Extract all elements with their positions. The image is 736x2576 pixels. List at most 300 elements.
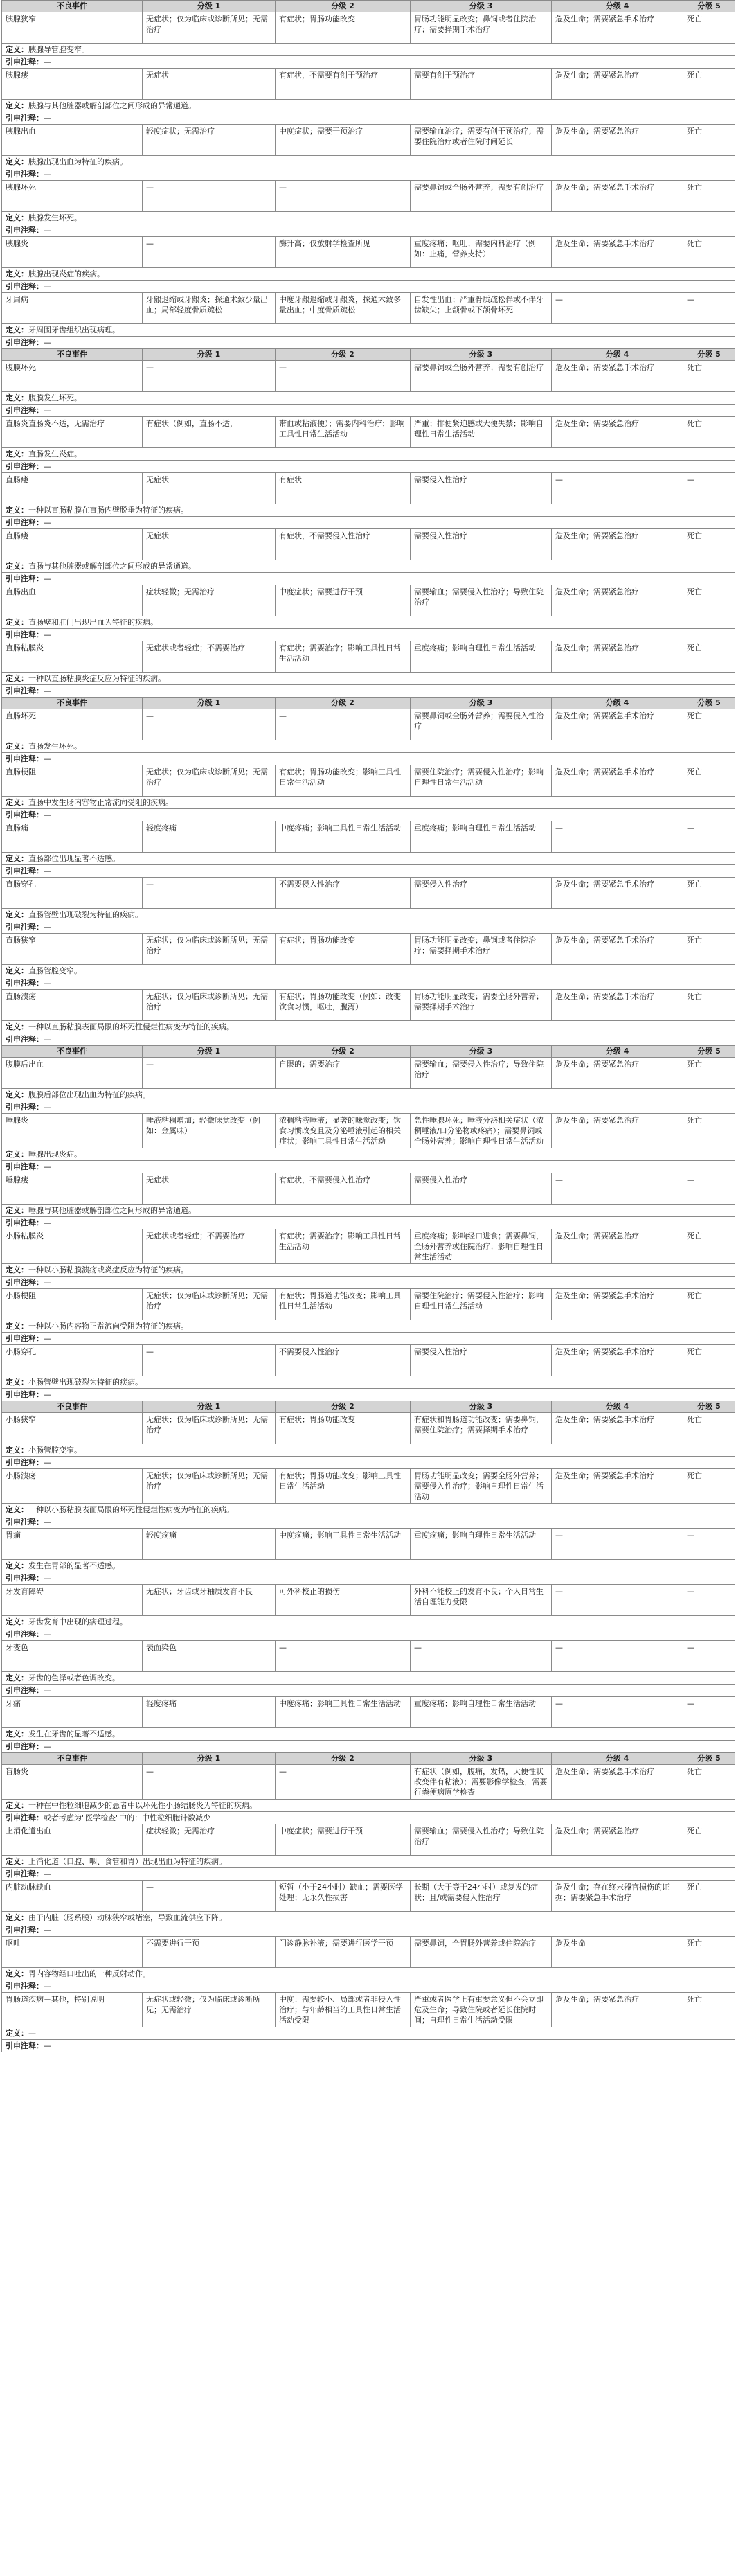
navigational-note-text: — xyxy=(44,1162,51,1171)
definition-cell xyxy=(2,448,735,461)
table-header-row xyxy=(2,1,735,12)
definition-row xyxy=(2,100,735,112)
definition-label: 定义： xyxy=(6,1505,28,1514)
grade-3-cell: 需要住院治疗；需要侵入性治疗；影响自理性日常生活活动 xyxy=(411,1289,552,1320)
navigational-note-row xyxy=(2,753,735,765)
grade-2-cell: — xyxy=(276,709,411,740)
definition-cell xyxy=(2,965,735,977)
grade-2-cell: 不需要侵入性治疗 xyxy=(276,1345,411,1376)
table-row xyxy=(2,1345,735,1376)
grade-3-cell: 有症状和胃肠道功能改变；需要鼻饲，需要住院治疗；需要择期手术治疗 xyxy=(411,1413,552,1444)
grade-5-cell: 死亡 xyxy=(683,1229,735,1264)
grade-4-cell: 危及生命；需要紧急治疗 xyxy=(552,125,683,156)
grade-2-cell: 带血或粘液便）；需要内科治疗；影响工具性日常生活活动 xyxy=(276,417,411,448)
grade-5-cell: 死亡 xyxy=(683,934,735,965)
table-header-row xyxy=(2,1401,735,1413)
table-row xyxy=(2,1641,735,1672)
grade-3-cell: 有症状（例如，腹痛，发热，大便性状改变伴有粘液）；需要影像学检查，需要行粪便病原学检查 xyxy=(411,1765,552,1800)
definition-text: 腹膜发生坏死。 xyxy=(28,393,82,402)
definition-label: 定义： xyxy=(6,798,28,807)
grade-2-cell: 不需要侵入性治疗 xyxy=(276,878,411,909)
definition-row xyxy=(2,2027,735,2040)
grade-5-cell: — xyxy=(683,1529,735,1560)
event-name-cell: 腹膜坏死 xyxy=(2,361,143,392)
navigational-note-label: 引申注释： xyxy=(6,923,44,932)
navigational-note-cell xyxy=(2,337,735,349)
event-name-cell: 唾腺炎 xyxy=(2,1114,143,1148)
grade-1-cell: — xyxy=(143,1058,276,1089)
navigational-note-cell xyxy=(2,1457,735,1469)
navigational-note-row xyxy=(2,112,735,125)
grade-4-cell: 危及生命；需要紧急治疗 xyxy=(552,1229,683,1264)
navigational-note-label: 引申注释： xyxy=(6,686,44,695)
definition-cell xyxy=(2,1376,735,1389)
navigational-note-text: — xyxy=(44,462,51,471)
event-name-cell: 腹膜后出血 xyxy=(2,1058,143,1089)
definition-row xyxy=(2,1856,735,1868)
navigational-note-label: 引申注释： xyxy=(6,2041,44,2050)
grade-4-cell: 危及生命；需要紧急手术治疗 xyxy=(552,12,683,44)
definition-label: 定义： xyxy=(6,854,28,863)
definition-label: 定义： xyxy=(6,1206,28,1215)
definition-row xyxy=(2,324,735,337)
definition-row xyxy=(2,1205,735,1217)
grade-5-cell: 死亡 xyxy=(683,1413,735,1444)
table-header-row xyxy=(2,1753,735,1765)
definition-row xyxy=(2,268,735,281)
grade-5-cell: 死亡 xyxy=(683,181,735,212)
definition-text: 牙齿发育中出现的病理过程。 xyxy=(28,1617,127,1626)
navigational-note-text: — xyxy=(44,2041,51,2050)
definition-text: 胰腺导管腔变窄。 xyxy=(28,45,89,54)
definition-row xyxy=(2,1912,735,1924)
navigational-note-cell xyxy=(2,1572,735,1585)
event-name-cell: 直肠坏死 xyxy=(2,709,143,740)
definition-row xyxy=(2,1672,735,1685)
grade-2-cell: 有症状；需要治疗；影响工具性日常生活活动 xyxy=(276,641,411,673)
grade-1-cell: — xyxy=(143,361,276,392)
navigational-note-cell xyxy=(2,865,735,878)
navigational-note-row xyxy=(2,56,735,69)
definition-label: 定义： xyxy=(6,269,28,278)
definition-row xyxy=(2,1444,735,1457)
navigational-note-row xyxy=(2,517,735,529)
navigational-note-row xyxy=(2,1161,735,1173)
table-header-row xyxy=(2,698,735,709)
grade-2-cell: 有症状；胃肠功能改变；影响工具性日常生活活动 xyxy=(276,765,411,797)
grade-1-cell: 轻度疼痛 xyxy=(143,1529,276,1560)
definition-row xyxy=(2,1616,735,1628)
event-name-cell: 胰腺炎 xyxy=(2,237,143,268)
definition-cell xyxy=(2,797,735,809)
navigational-note-text: — xyxy=(44,338,51,347)
definition-text: 直肠管腔变窄。 xyxy=(28,966,82,975)
navigational-note-label: 引申注释： xyxy=(6,1982,44,1991)
definition-row xyxy=(2,673,735,685)
table-row xyxy=(2,1114,735,1148)
definition-row xyxy=(2,740,735,753)
table-row xyxy=(2,293,735,324)
definition-row xyxy=(2,909,735,921)
navigational-note-row xyxy=(2,2040,735,2052)
table-row xyxy=(2,69,735,100)
definition-row xyxy=(2,1089,735,1101)
grade-4-cell: 危及生命；需要紧急手术治疗 xyxy=(552,1289,683,1320)
grade-3-cell: 需要侵入性治疗 xyxy=(411,1345,552,1376)
definition-row xyxy=(2,1376,735,1389)
event-name-cell: 直肠炎直肠炎不适，无需治疗 xyxy=(2,417,143,448)
grade-3-cell: 需要输血治疗；需要有创干预治疗；需要住院治疗或者住院时间延长 xyxy=(411,125,552,156)
grade-4-cell: — xyxy=(552,1529,683,1560)
header-grade-1: 分级 1 xyxy=(143,1046,276,1058)
table-row xyxy=(2,1469,735,1504)
definition-row xyxy=(2,212,735,224)
navigational-note-text: — xyxy=(44,226,51,235)
table-row xyxy=(2,1289,735,1320)
event-name-cell: 小肠梗阻 xyxy=(2,1289,143,1320)
grade-3-cell: 需要侵入性治疗 xyxy=(411,529,552,560)
definition-text: 直肠管壁出现破裂为特征的疾病。 xyxy=(28,910,143,919)
header-event: 不良事件 xyxy=(2,349,143,361)
table-row xyxy=(2,12,735,44)
navigational-note-row xyxy=(2,405,735,417)
definition-row xyxy=(2,853,735,865)
definition-text: 直肠发生坏死。 xyxy=(28,742,82,751)
navigational-note-cell xyxy=(2,1033,735,1046)
table-row xyxy=(2,1229,735,1264)
grade-2-cell: 浓稠粘液唾液；显著的味觉改变；饮食习惯改变且及分泌唾液引起的相关症状；影响工具性日常生活活动 xyxy=(276,1114,411,1148)
header-grade-5: 分级 5 xyxy=(683,1753,735,1765)
grade-1-cell: 无症状；牙齿或牙釉质发育不良 xyxy=(143,1585,276,1616)
grade-3-cell: 急性唾腺坏死；唾液分泌相关症状（浓稠唾液/口分泌物或疼痛）；需要鼻饲或全肠外营养；影响自理性日常生活活动 xyxy=(411,1114,552,1148)
navigational-note-label: 引申注释： xyxy=(6,1218,44,1227)
grade-1-cell: 无症状；仅为临床或诊断所见；无需治疗 xyxy=(143,1469,276,1504)
navigational-note-label: 引申注释： xyxy=(6,1574,44,1583)
grade-4-cell: 危及生命；存在终末器官损伤的证据；需要紧急手术治疗 xyxy=(552,1881,683,1912)
definition-text: 上消化道（口腔、咽、食管和胃）出现出血为特征的疾病。 xyxy=(28,1857,226,1866)
grade-1-cell: 轻度疼痛 xyxy=(143,1697,276,1728)
grade-2-cell: 有症状 xyxy=(276,473,411,504)
grade-3-cell: 需要侵入性治疗 xyxy=(411,1173,552,1205)
definition-row xyxy=(2,797,735,809)
grade-4-cell: 危及生命；需要紧急手术治疗 xyxy=(552,181,683,212)
header-grade-4: 分级 4 xyxy=(552,349,683,361)
grade-1-cell: 无症状；仅为临床或诊断所见；无需治疗 xyxy=(143,765,276,797)
table-row xyxy=(2,990,735,1021)
table-header-row xyxy=(2,349,735,361)
definition-cell xyxy=(2,1800,735,1812)
navigational-note-label: 引申注释： xyxy=(6,979,44,988)
definition-label: 定义： xyxy=(6,1561,28,1570)
header-grade-2: 分级 2 xyxy=(276,1046,411,1058)
definition-cell xyxy=(2,1264,735,1277)
navigational-note-cell xyxy=(2,1161,735,1173)
definition-label: 定义： xyxy=(6,1090,28,1099)
navigational-note-text: — xyxy=(44,574,51,583)
grade-2-cell: 酶升高；仅放射学检查所见 xyxy=(276,237,411,268)
navigational-note-cell xyxy=(2,1741,735,1753)
navigational-note-row xyxy=(2,1741,735,1753)
grade-5-cell: 死亡 xyxy=(683,1469,735,1504)
navigational-note-text: — xyxy=(44,867,51,876)
grade-2-cell: 中度症状；需要进行干预 xyxy=(276,1824,411,1856)
grade-3-cell: 需要有创干预治疗 xyxy=(411,69,552,100)
grade-1-cell: 无症状；仅为临床或诊断所见；无需治疗 xyxy=(143,12,276,44)
header-grade-1: 分级 1 xyxy=(143,698,276,709)
grade-5-cell: 死亡 xyxy=(683,585,735,616)
definition-cell xyxy=(2,909,735,921)
navigational-note-label: 引申注释： xyxy=(6,1926,44,1935)
navigational-note-row xyxy=(2,921,735,934)
definition-cell xyxy=(2,1728,735,1741)
definition-text: 小肠管腔变窄。 xyxy=(28,1446,82,1455)
navigational-note-cell xyxy=(2,1980,735,1993)
grade-2-cell: 可外科校正的损伤 xyxy=(276,1585,411,1616)
grade-5-cell: — xyxy=(683,293,735,324)
event-name-cell: 直肠溃疡 xyxy=(2,990,143,1021)
grade-1-cell: 无症状；仅为临床或诊断所见；无需治疗 xyxy=(143,1289,276,1320)
navigational-note-label: 引申注释： xyxy=(6,57,44,66)
grade-3-cell: 重度疼痛；影响自理性日常生活活动 xyxy=(411,821,552,853)
table-row xyxy=(2,934,735,965)
table-row xyxy=(2,473,735,504)
definition-label: 定义： xyxy=(6,910,28,919)
grade-2-cell: 中度疼痛；影响工具性日常生活活动 xyxy=(276,1697,411,1728)
table-row xyxy=(2,641,735,673)
navigational-note-text: 或者考虑为"医学检查"中的：中性粒细胞计数减少 xyxy=(44,1813,211,1822)
header-event: 不良事件 xyxy=(2,1,143,12)
navigational-note-label: 引申注释： xyxy=(6,1458,44,1467)
definition-row xyxy=(2,1968,735,1980)
grade-1-cell: — xyxy=(143,1345,276,1376)
event-name-cell: 直肠出血 xyxy=(2,585,143,616)
table-row xyxy=(2,529,735,560)
grade-1-cell: 有症状（例如，直肠不适， xyxy=(143,417,276,448)
definition-text: 一种以小肠粘膜溃疡或炎症反应为特征的疾病。 xyxy=(28,1265,188,1274)
header-grade-1: 分级 1 xyxy=(143,1,276,12)
definition-label: 定义： xyxy=(6,1913,28,1922)
navigational-note-cell xyxy=(2,56,735,69)
header-grade-2: 分级 2 xyxy=(276,1,411,12)
navigational-note-label: 引申注释： xyxy=(6,630,44,639)
grade-4-cell: 危及生命；需要紧急治疗 xyxy=(552,1114,683,1148)
navigational-note-row xyxy=(2,1389,735,1401)
navigational-note-row xyxy=(2,1980,735,1993)
definition-cell xyxy=(2,1148,735,1161)
navigational-note-text: — xyxy=(44,1035,51,1044)
grade-4-cell: 危及生命；需要紧急手术治疗 xyxy=(552,709,683,740)
table-row xyxy=(2,237,735,268)
navigational-note-label: 引申注释： xyxy=(6,1390,44,1399)
header-grade-4: 分级 4 xyxy=(552,1,683,12)
navigational-note-label: 引申注释： xyxy=(6,1630,44,1639)
navigational-note-text: — xyxy=(44,1334,51,1343)
header-grade-1: 分级 1 xyxy=(143,1401,276,1413)
navigational-note-cell xyxy=(2,977,735,990)
grade-1-cell: 无症状 xyxy=(143,69,276,100)
navigational-note-row xyxy=(2,1516,735,1529)
grade-2-cell: 中度疼痛；影响工具性日常生活活动 xyxy=(276,1529,411,1560)
table-row xyxy=(2,878,735,909)
grade-5-cell: — xyxy=(683,821,735,853)
grade-5-cell: — xyxy=(683,1697,735,1728)
definition-label: 定义： xyxy=(6,1673,28,1682)
grade-4-cell: 危及生命；需要紧急治疗 xyxy=(552,529,683,560)
navigational-note-cell xyxy=(2,112,735,125)
grade-1-cell: 无症状；仅为临床或诊断所见；无需治疗 xyxy=(143,1413,276,1444)
grade-5-cell: 死亡 xyxy=(683,529,735,560)
grade-3-cell: 需要侵入性治疗 xyxy=(411,878,552,909)
navigational-note-cell xyxy=(2,461,735,473)
navigational-note-row xyxy=(2,1277,735,1289)
navigational-note-text: — xyxy=(44,1630,51,1639)
navigational-note-row xyxy=(2,1333,735,1345)
navigational-note-text: — xyxy=(44,686,51,695)
definition-cell xyxy=(2,324,735,337)
grade-5-cell: — xyxy=(683,473,735,504)
navigational-note-cell xyxy=(2,753,735,765)
grade-1-cell: — xyxy=(143,709,276,740)
navigational-note-cell xyxy=(2,1868,735,1881)
grade-1-cell: — xyxy=(143,237,276,268)
definition-label: 定义： xyxy=(6,213,28,222)
navigational-note-row xyxy=(2,685,735,698)
navigational-note-text: — xyxy=(44,1278,51,1287)
grade-2-cell: 有症状；胃肠功能改变 xyxy=(276,934,411,965)
event-name-cell: 直肠狭窄 xyxy=(2,934,143,965)
grade-3-cell: 需要输血；需要侵入性治疗；导致住院治疗 xyxy=(411,585,552,616)
grade-3-cell: 需要输血；需要侵入性治疗；导致住院治疗 xyxy=(411,1824,552,1856)
definition-row xyxy=(2,448,735,461)
definition-label: 定义： xyxy=(6,45,28,54)
grade-5-cell: 死亡 xyxy=(683,125,735,156)
grade-2-cell: 中度：需要较小、局部或者非侵入性治疗；与年龄相当的工具性日常生活活动受限 xyxy=(276,1993,411,2027)
definition-label: 定义： xyxy=(6,450,28,459)
header-grade-3: 分级 3 xyxy=(411,1753,552,1765)
event-name-cell: 胰腺坏死 xyxy=(2,181,143,212)
definition-text: 唾腺与其他脏器或解剖部位之间形成的异常通道。 xyxy=(28,1206,196,1215)
navigational-note-row xyxy=(2,281,735,293)
event-name-cell: 直肠穿孔 xyxy=(2,878,143,909)
event-name-cell: 盲肠炎 xyxy=(2,1765,143,1800)
grade-2-cell: — xyxy=(276,181,411,212)
header-grade-3: 分级 3 xyxy=(411,1046,552,1058)
grade-2-cell: 有症状，不需要侵入性治疗 xyxy=(276,529,411,560)
definition-cell xyxy=(2,44,735,56)
grade-3-cell: 重度疼痛；影响自理性日常生活活动 xyxy=(411,641,552,673)
event-name-cell: 直肠瘘 xyxy=(2,473,143,504)
definition-text: 直肠与其他脏器或解剖部位之间形成的异常通道。 xyxy=(28,562,196,571)
header-grade-5: 分级 5 xyxy=(683,1046,735,1058)
definition-label: 定义： xyxy=(6,618,28,627)
definition-cell xyxy=(2,673,735,685)
event-name-cell: 胃肠道疾病－其他，特别说明 xyxy=(2,1993,143,2027)
grade-3-cell: 需要鼻饲，全胃肠外营养或住院治疗 xyxy=(411,1937,552,1968)
table-row xyxy=(2,1937,735,1968)
navigational-note-row xyxy=(2,337,735,349)
grade-5-cell: 死亡 xyxy=(683,1993,735,2027)
navigational-note-row xyxy=(2,1033,735,1046)
definition-cell xyxy=(2,560,735,573)
event-name-cell: 牙周病 xyxy=(2,293,143,324)
navigational-note-text: — xyxy=(44,1574,51,1583)
definition-label: 定义： xyxy=(6,506,28,515)
grade-4-cell: — xyxy=(552,821,683,853)
definition-cell xyxy=(2,616,735,629)
event-name-cell: 小肠粘膜炎 xyxy=(2,1229,143,1264)
definition-cell xyxy=(2,212,735,224)
navigational-note-label: 引申注释： xyxy=(6,1278,44,1287)
navigational-note-row xyxy=(2,977,735,990)
grade-1-cell: 无症状 xyxy=(143,473,276,504)
grade-5-cell: 死亡 xyxy=(683,12,735,44)
navigational-note-label: 引申注释： xyxy=(6,1686,44,1695)
event-name-cell: 胰腺瘘 xyxy=(2,69,143,100)
navigational-note-label: 引申注释： xyxy=(6,114,44,123)
definition-row xyxy=(2,616,735,629)
grade-3-cell: 自发性出血；严重骨质疏松伴或不伴牙齿缺失；上颌骨或下颌骨坏死 xyxy=(411,293,552,324)
navigational-note-row xyxy=(2,573,735,585)
definition-text: 腹膜后部位出现出血为特征的疾病。 xyxy=(28,1090,150,1099)
grade-4-cell: 危及生命；需要紧急手术治疗 xyxy=(552,237,683,268)
grade-4-cell: 危及生命；需要紧急手术治疗 xyxy=(552,1413,683,1444)
navigational-note-row xyxy=(2,1628,735,1641)
definition-label: 定义： xyxy=(6,1322,28,1331)
table-row xyxy=(2,1765,735,1800)
navigational-note-cell xyxy=(2,2040,735,2052)
grade-2-cell: 有症状，不需要有创干预治疗 xyxy=(276,69,411,100)
navigational-note-cell xyxy=(2,685,735,698)
grade-1-cell: 牙龈退缩或牙龈炎；探通术致少量出血；局部轻度骨质疏松 xyxy=(143,293,276,324)
navigational-note-text: — xyxy=(44,630,51,639)
navigational-note-cell xyxy=(2,921,735,934)
grade-1-cell: 无症状；仅为临床或诊断所见；无需治疗 xyxy=(143,934,276,965)
header-grade-2: 分级 2 xyxy=(276,349,411,361)
header-event: 不良事件 xyxy=(2,1046,143,1058)
definition-text: 胰腺发生坏死。 xyxy=(28,213,82,222)
table-row xyxy=(2,1993,735,2027)
header-grade-5: 分级 5 xyxy=(683,349,735,361)
navigational-note-text: — xyxy=(44,1390,51,1399)
grade-4-cell: — xyxy=(552,473,683,504)
navigational-note-label: 引申注释： xyxy=(6,810,44,819)
grade-3-cell: 胃肠功能明显改变；需要全肠外营养；需要侵入性治疗；影响自理性日常生活活动 xyxy=(411,1469,552,1504)
definition-text: 直肠壁和肛门出现出血为特征的疾病。 xyxy=(28,618,158,627)
grade-5-cell: 死亡 xyxy=(683,1937,735,1968)
header-grade-3: 分级 3 xyxy=(411,1,552,12)
grade-1-cell: 症状轻微；无需治疗 xyxy=(143,585,276,616)
navigational-note-label: 引申注释： xyxy=(6,406,44,415)
grade-3-cell: 需要住院治疗；需要侵入性治疗；影响自理性日常生活活动 xyxy=(411,765,552,797)
event-name-cell: 上消化道出血 xyxy=(2,1824,143,1856)
grade-4-cell: 危及生命；需要紧急手术治疗 xyxy=(552,1469,683,1504)
grade-1-cell: — xyxy=(143,878,276,909)
navigational-note-label: 引申注释： xyxy=(6,1334,44,1343)
definition-label: 定义： xyxy=(6,1617,28,1626)
navigational-note-cell xyxy=(2,517,735,529)
grade-4-cell: 危及生命；需要紧急手术治疗 xyxy=(552,765,683,797)
definition-text: 唾腺出现炎症。 xyxy=(28,1150,82,1159)
navigational-note-text: — xyxy=(44,282,51,291)
table-row xyxy=(2,1058,735,1089)
grade-3-cell: 重度疼痛；影响自理性日常生活活动 xyxy=(411,1529,552,1560)
navigational-note-row xyxy=(2,224,735,237)
navigational-note-text: — xyxy=(44,114,51,123)
event-name-cell: 直肠痛 xyxy=(2,821,143,853)
grade-2-cell: 门诊静脉补液；需要进行医学干预 xyxy=(276,1937,411,1968)
navigational-note-row xyxy=(2,1217,735,1229)
navigational-note-cell xyxy=(2,224,735,237)
